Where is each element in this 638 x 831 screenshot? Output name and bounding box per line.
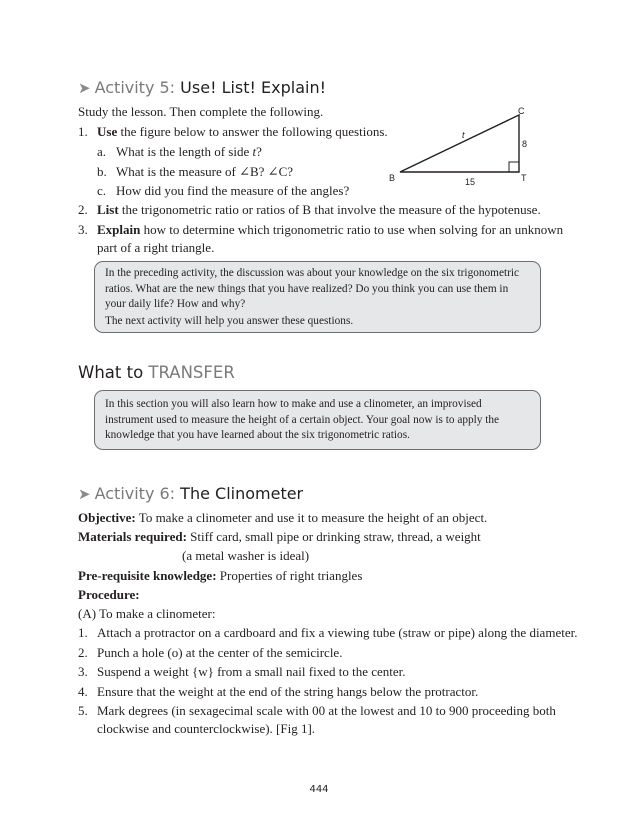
activity6-label: Activity 6: — [94, 484, 176, 503]
materials-line — [78, 528, 481, 545]
step-1 — [78, 624, 578, 641]
objective-line — [78, 509, 487, 526]
box-line: your daily life? How and why? — [105, 298, 246, 310]
item-keyword: Use — [97, 124, 118, 139]
prereq-label: Pre-requisite knowledge: — [78, 568, 217, 583]
box-line: ratios. What are the new things that you have realized? Do you think you can use them in — [105, 282, 509, 295]
procedure-label: Procedure: — [78, 587, 140, 602]
arrow-right-icon: ➤ — [78, 79, 91, 97]
activity5-sub-c — [97, 182, 350, 199]
sub-text: How did you find the measure of the angles? — [116, 183, 350, 198]
right-triangle-figure — [385, 100, 545, 190]
sub-letter: b. — [97, 164, 107, 179]
side-bt-label: 15 — [465, 177, 476, 187]
prereq-line — [78, 567, 362, 584]
page-number: 444 — [309, 784, 329, 795]
side-t-label: t — [462, 130, 465, 140]
box-line: In this section you will also learn how to make and use a clinometer, an improvised — [105, 398, 482, 410]
sub-letter: a. — [97, 144, 107, 159]
step-number: 4. — [78, 684, 88, 699]
sub-letter: c. — [97, 183, 107, 198]
activity5-title: Use! List! Explain! — [180, 78, 327, 97]
part-a-label: (A) To make a clinometer: — [78, 606, 216, 621]
step-number: 2. — [78, 645, 88, 660]
step-5 — [78, 702, 556, 719]
item-number: 2. — [78, 202, 88, 217]
triangle-outline — [400, 115, 519, 172]
step-text: Mark degrees (in sexagecimal scale with 00 at the lowest and 10 to 900 proceeding both — [97, 703, 556, 718]
item-number: 1. — [78, 124, 88, 139]
transfer-box — [94, 390, 541, 450]
item-number: 3. — [78, 222, 88, 237]
step-text: Suspend a weight {w} from a small nail fixed to the center. — [97, 664, 406, 679]
item-keyword: List — [97, 202, 119, 217]
objective-text: To make a clinometer and use it to measure the height of an object. — [135, 510, 488, 525]
activity5-item3-cont: part of a right triangle. — [97, 240, 215, 255]
sub-text: What is the length of side — [116, 144, 253, 159]
vertex-b-label: B — [389, 173, 396, 183]
step-number: 1. — [78, 625, 88, 640]
side-ct-label: 8 — [522, 139, 528, 149]
transfer-prefix: What to — [78, 363, 149, 382]
activity5-item1 — [78, 123, 388, 140]
materials-label: Materials required: — [78, 529, 187, 544]
activity5-intro: Study the lesson. Then complete the following. — [78, 104, 324, 119]
sub-variable: t — [252, 144, 257, 159]
step-4 — [78, 683, 479, 700]
reflection-box — [94, 261, 541, 333]
step-number: 5. — [78, 703, 88, 718]
step-text: Attach a protractor on a cardboard and fix a viewing tube (straw or pipe) along the diameter. — [97, 625, 578, 640]
item-text: how to determine which trigonometric ratio to use when solving for an unknown — [140, 222, 564, 237]
activity5-sub-a — [97, 143, 262, 160]
step-text: Ensure that the weight at the end of the string hangs below the protractor. — [97, 684, 479, 699]
prereq-text: Properties of right triangles — [216, 568, 363, 583]
box-line: knowledge that you have learned about the six trigonometric ratios. — [105, 429, 410, 441]
step-text: Punch a hole (o) at the center of the semicircle. — [97, 645, 343, 660]
transfer-heading — [78, 363, 235, 382]
step-number: 3. — [78, 664, 88, 679]
activity5-item2 — [78, 201, 541, 218]
item-text: the figure below to answer the following questions. — [117, 124, 388, 139]
activity6-title: The Clinometer — [180, 484, 304, 503]
activity5-item3 — [78, 221, 564, 238]
activity5-sub-b — [97, 163, 294, 180]
step-5-cont: clockwise and counterclockwise). [Fig 1]. — [97, 721, 316, 736]
step-2 — [78, 644, 343, 661]
step-3 — [78, 663, 406, 680]
sub-text-end: ? — [256, 144, 262, 159]
box-line: In the preceding activity, the discussion was about your knowledge on the six trigonometric — [105, 267, 520, 279]
materials-text: Stiff card, small pipe or drinking straw, thread, a weight — [186, 529, 481, 544]
arrow-right-icon: ➤ — [78, 485, 91, 503]
right-angle-marker — [509, 162, 519, 172]
box-line: The next activity will help you answer these questions. — [105, 315, 354, 327]
sub-text: What is the measure of ∠B? ∠C? — [116, 164, 294, 179]
activity5-heading — [78, 78, 326, 97]
item-keyword: Explain — [97, 222, 141, 237]
materials-line-cont: (a metal washer is ideal) — [182, 548, 310, 563]
box-line: instrument used to measure the height of a certain object. Your goal now is to apply the — [105, 413, 500, 426]
item-text: the trigonometric ratio or ratios of B that involve the measure of the hypotenuse. — [118, 202, 541, 217]
vertex-t-label: T — [521, 173, 527, 183]
objective-label: Objective: — [78, 510, 136, 525]
vertex-c-label: C — [518, 106, 525, 116]
activity6-heading — [78, 484, 303, 503]
activity5-label: Activity 5: — [94, 78, 176, 97]
transfer-accent: TRANSFER — [148, 363, 235, 382]
